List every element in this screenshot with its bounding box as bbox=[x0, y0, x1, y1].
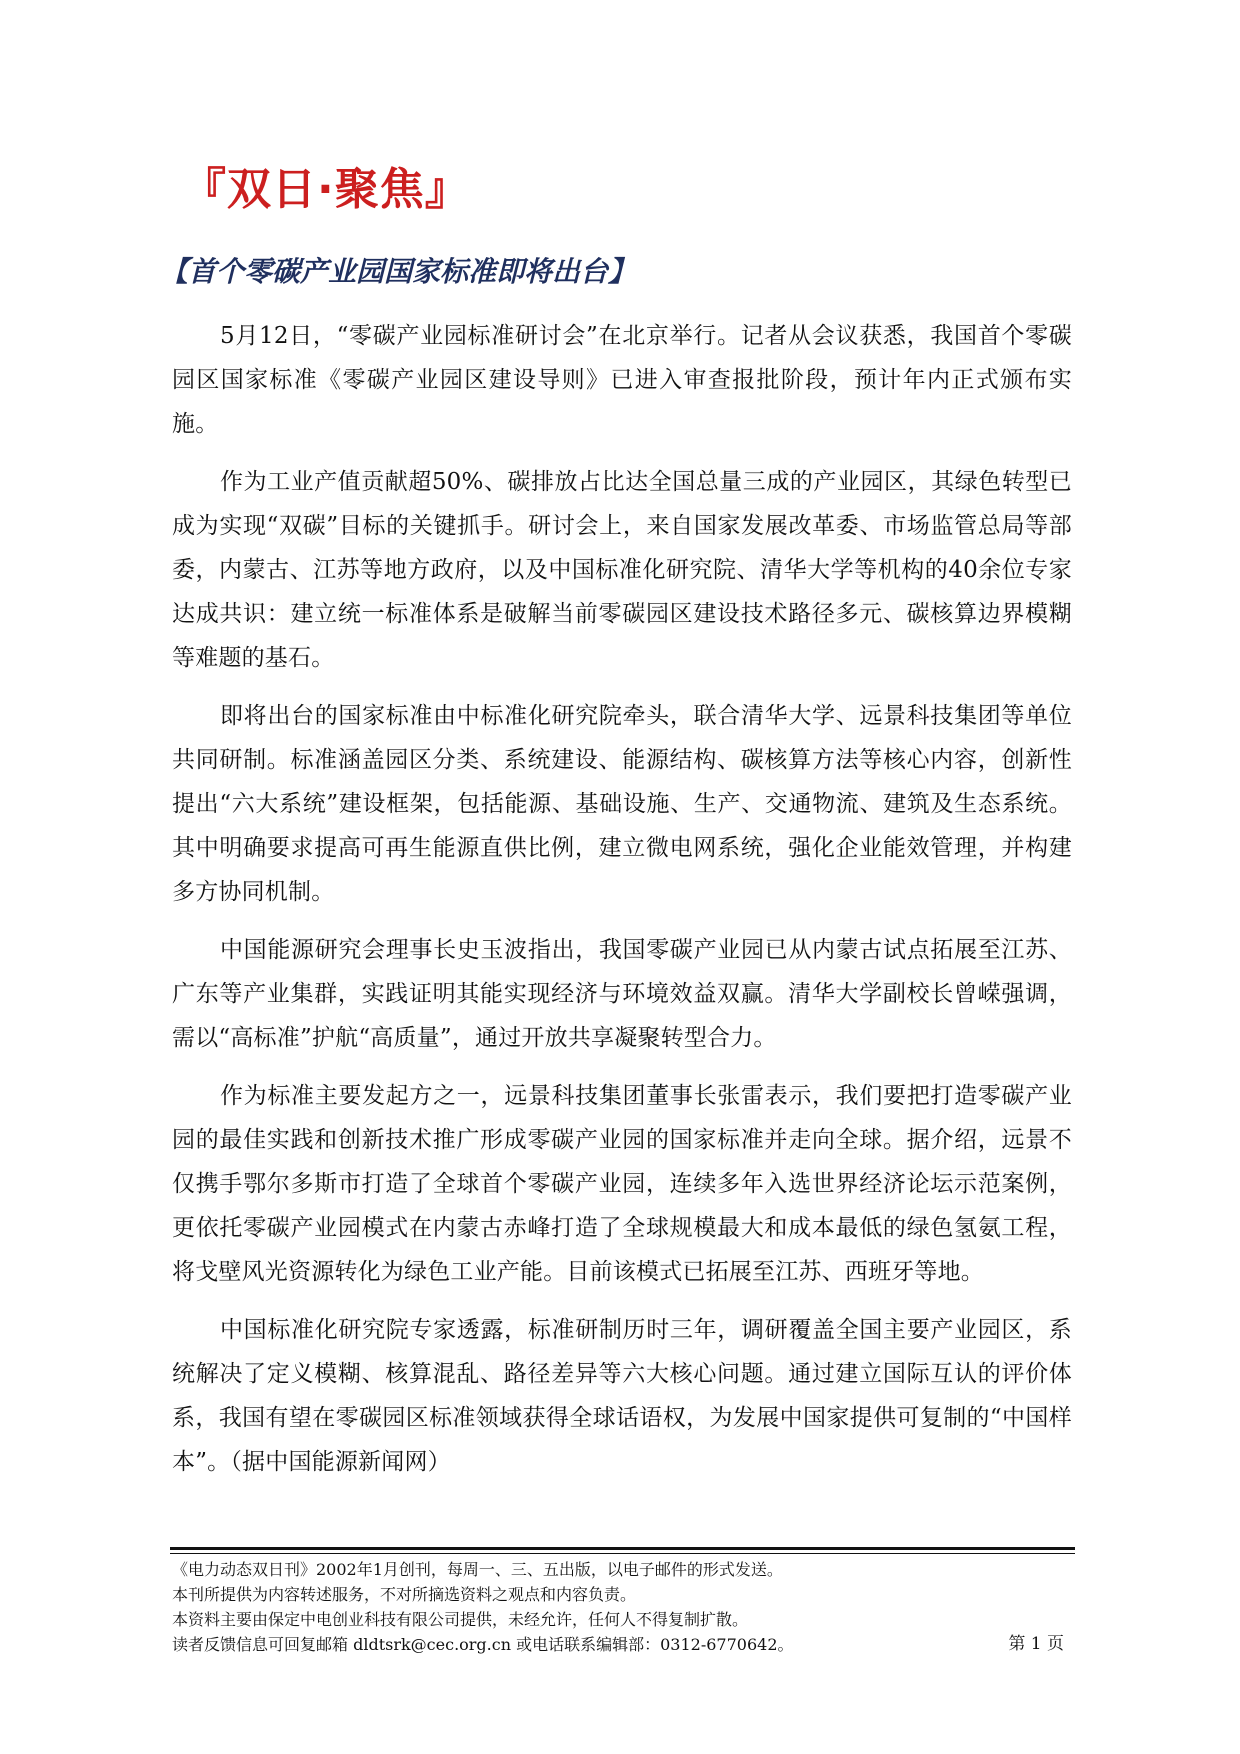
footer-divider-thick bbox=[170, 1547, 1075, 1550]
footer-divider-thin bbox=[170, 1553, 1075, 1554]
footer-line-contact: 读者反馈信息可回复邮箱 dldtsrk@cec.org.cn 或电话联系编辑部：0312-6770642。 bbox=[172, 1635, 794, 1654]
footer-line-disclaimer: 本刊所提供为内容转述服务，不对所摘选资料之观点和内容负责。 bbox=[172, 1585, 637, 1604]
article-paragraph: 作为标准主要发起方之一，远景科技集团董事长张雷表示，我们要把打造零碳产业园的最佳实践和创新技术推广形成零碳产业园的国家标准并走向全球。据介绍，远景不仅携手鄂尔多斯市打造了全球首个零碳产业园，连续多年入选世界经济论坛示范案例，更依托零碳产业园模式在内蒙古赤峰打造了全球规模最大和成本最低的绿色氢氨工程，将戈壁风光资源转化为绿色工业产能。目前该模式已拓展至江苏、西班牙等地。 bbox=[172, 1083, 1072, 1285]
footer bbox=[172, 1557, 1072, 1657]
article-paragraph: 中国能源研究会理事长史玉波指出，我国零碳产业园已从内蒙古试点拓展至江苏、广东等产业集群，实践证明其能实现经济与环境效益双赢。清华大学副校长曾嵘强调，需以“高标准”护航“高质量”，通过开放共享凝聚转型合力。 bbox=[172, 937, 1072, 1051]
footer-line-copyright: 本资料主要由保定中电创业科技有限公司提供，未经允许，任何人不得复制扩散。 bbox=[172, 1610, 749, 1629]
article-headline: 【首个零碳产业园国家标准即将出台】 bbox=[160, 255, 637, 288]
article-paragraph: 作为工业产值贡献超50%、碳排放占比达全国总量三成的产业园区，其绿色转型已成为实现“双碳”目标的关键抓手。研讨会上，来自国家发展改革委、市场监管总局等部委，内蒙古、江苏等地方政府，以及中国标准化研究院、清华大学等机构的40余位专家达成共识：建立统一标准体系是破解当前零碳园区建设技术路径多元、碳核算边界模糊等难题的基石。 bbox=[172, 469, 1072, 671]
article-paragraph: 中国标准化研究院专家透露，标准研制历时三年，调研覆盖全国主要产业园区，系统解决了定义模糊、核算混乱、路径差异等六大核心问题。通过建立国际互认的评价体系，我国有望在零碳园区标准领域获得全球话语权，为发展中国家提供可复制的“中国样本”。（据中国能源新闻网） bbox=[172, 1317, 1072, 1475]
page-number: 第 1 页 bbox=[1008, 1634, 1064, 1654]
article-body bbox=[172, 314, 1072, 1498]
footer-last-row bbox=[172, 1632, 1072, 1657]
article-paragraph: 即将出台的国家标准由中标准化研究院牵头，联合清华大学、远景科技集团等单位共同研制。标准涵盖园区分类、系统建设、能源结构、碳核算方法等核心内容，创新性提出“六大系统”建设框架，包括能源、基础设施、生产、交通物流、建筑及生态系统。其中明确要求提高可再生能源直供比例，建立微电网系统，强化企业能效管理，并构建多方协同机制。 bbox=[172, 703, 1072, 905]
footer-line-publication: 《电力动态双日刊》2002年1月创刊，每周一、三、五出版，以电子邮件的形式发送。 bbox=[172, 1560, 783, 1579]
article-paragraph: 5月12日，“零碳产业园标准研讨会”在北京举行。记者从会议获悉，我国首个零碳园区国家标准《零碳产业园区建设导则》已进入审查报批阶段，预计年内正式颁布实施。 bbox=[172, 323, 1072, 437]
section-title: 『双日·聚焦』 bbox=[182, 164, 470, 215]
